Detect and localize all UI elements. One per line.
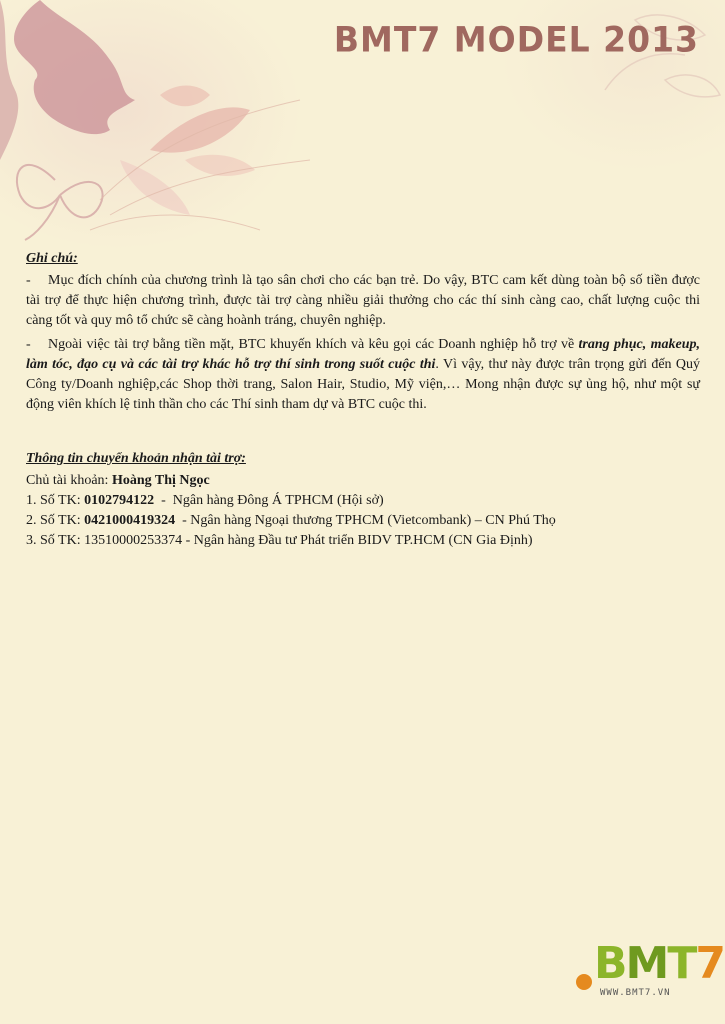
account-bank: - Ngân hàng Đầu tư Phát triển BIDV TP.HCM (CN Gia Định)	[182, 533, 533, 548]
bank-account-1	[26, 491, 700, 511]
notes-heading: Ghi chú:	[26, 251, 78, 266]
floral-decoration-left	[0, 0, 320, 250]
logo-dot	[576, 974, 592, 990]
butterfly-outline	[17, 165, 103, 240]
bank-account-2	[26, 511, 700, 531]
page-title: BMT7 MODEL 2013	[333, 19, 699, 60]
document-body	[26, 249, 700, 551]
note-text: . Vì vậy, thư này được trân trọng gửi đến Quý Công ty/Doanh nghiệp,các Shop thời trang, Salon Hair, Studio, Mỹ viện,… Mong nhận được sự ủng hộ, như một sự động viên khích lệ tinh thần cho các Thí sinh tham dự và BTC cuộc thi.	[26, 357, 700, 412]
account-number: 13510000253374	[84, 533, 183, 548]
account-number: 0102794122	[84, 493, 155, 508]
petal	[150, 107, 250, 152]
logo-letter-m: M	[625, 938, 668, 989]
logo-digit-7: 7	[695, 938, 724, 989]
bank-heading: Thông tin chuyển khoản nhận tài trợ:	[26, 451, 246, 466]
floral-decoration-right	[545, 0, 725, 120]
holder-label: Chủ tài khoản:	[26, 473, 112, 488]
petal	[185, 155, 255, 176]
petal	[160, 86, 210, 107]
list-dash: -	[26, 273, 31, 288]
woman-silhouette	[14, 0, 135, 134]
note-item-1	[26, 271, 700, 331]
bmt7-logo	[572, 936, 724, 1008]
bank-account-3	[26, 531, 700, 551]
logo-wordmark	[594, 940, 724, 988]
note-item-2	[26, 335, 700, 415]
holder-name: Hoàng Thị Ngọc	[111, 473, 210, 488]
note-text: Ngoài việc tài trợ bằng tiền mặt, BTC khuyến khích và kêu gọi các Doanh nghiệp hỗ trợ về	[48, 337, 579, 352]
account-prefix: 3. Số TK:	[26, 533, 85, 548]
petal	[120, 160, 190, 215]
note-emphasis: trang phục, makeup, làm tóc, đạo cụ và các tài trợ khác hỗ trợ thí sinh trong suốt cuộc thi	[26, 337, 700, 372]
account-bank: - Ngân hàng Đông Á TPHCM (Hội sở)	[154, 493, 384, 508]
logo-url: WWW.BMT7.VN	[600, 988, 671, 998]
account-number: 0421000419324	[84, 513, 176, 528]
hair-swirl	[0, 0, 18, 160]
list-dash: -	[26, 337, 31, 352]
account-prefix: 1. Số TK:	[26, 493, 85, 508]
logo-letter-t: T	[667, 938, 696, 989]
account-bank: - Ngân hàng Ngoại thương TPHCM (Vietcombank) – CN Phú Thọ	[175, 513, 556, 528]
logo-letter-b: B	[594, 938, 626, 989]
account-holder	[26, 471, 700, 491]
note-text: Mục đích chính của chương trình là tạo sân chơi cho các bạn trẻ. Do vậy, BTC cam kết dùng toàn bộ số tiền được tài trợ để thực hiện chương trình, được tài trợ càng nhiều giải thưởng cho các thí sinh càng cao, chất lượng cuộc thi càng tốt và quy mô tổ chức sẽ càng hoành tráng, chuyên nghiệp.	[26, 273, 700, 328]
account-prefix: 2. Số TK:	[26, 513, 85, 528]
